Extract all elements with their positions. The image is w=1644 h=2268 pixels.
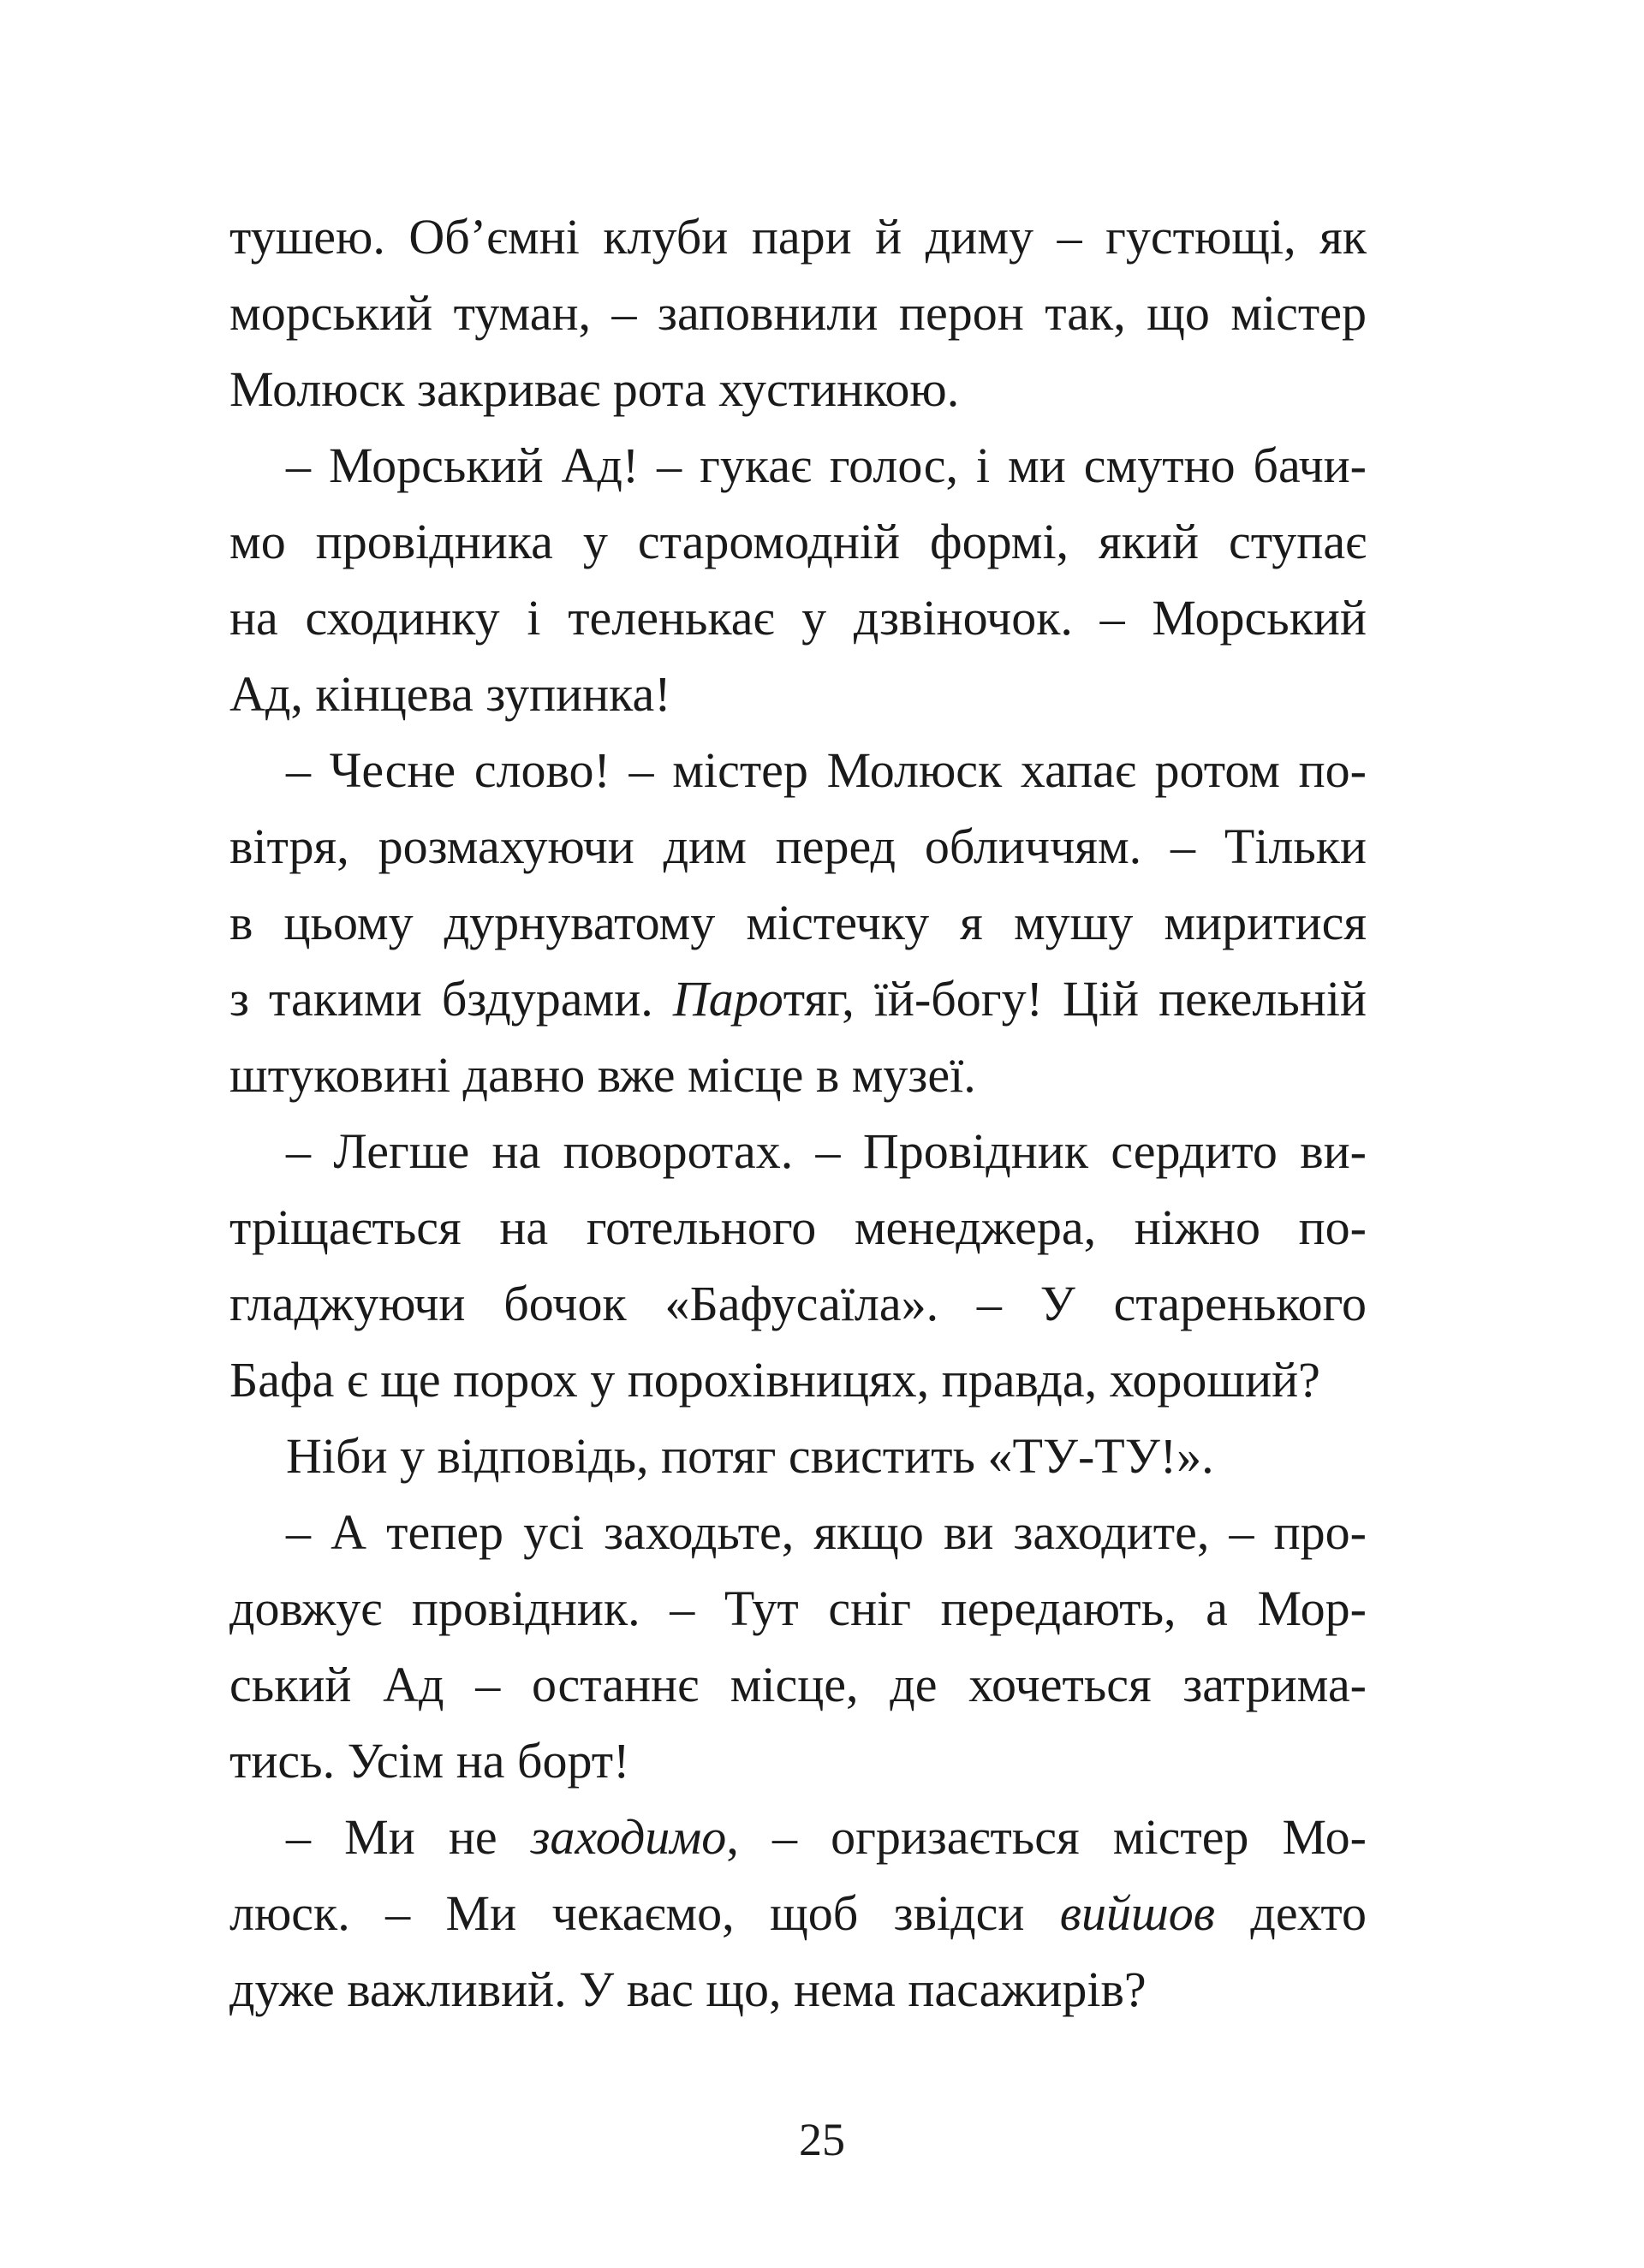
text-line [229, 275, 1367, 351]
text-line [229, 199, 1367, 275]
text-segment: довжує провідник. – Тут сніг передають, а Мор- [229, 1580, 1367, 1636]
text-segment: люск. – Ми чекаємо, щоб звідси [229, 1885, 1060, 1941]
text-line [229, 1418, 1367, 1494]
text-line [229, 1189, 1367, 1265]
text-line [229, 732, 1367, 808]
text-line [229, 503, 1367, 580]
text-segment: гладжуючи бочок «Бафусаїла». – У старенького [229, 1276, 1367, 1331]
text-segment: Бафа є ще порох у порохівницях, правда, хороший? [229, 1352, 1320, 1408]
text-segment: – Чесне слово! – містер Молюск хапає ротом по- [286, 742, 1367, 798]
text-segment: на сходинку і теленькає у дзвіночок. – Морський [229, 590, 1367, 646]
text-line [229, 427, 1367, 503]
text-line [229, 1799, 1367, 1875]
text-segment: тріщається на готельного менеджера, ніжно по- [229, 1199, 1367, 1255]
text-line [229, 1265, 1367, 1342]
text-segment: , – огризається містер Мо- [726, 1809, 1367, 1865]
text-segment: тушею. Об’ємні клуби пари й диму – густющі, як [229, 209, 1367, 265]
text-line [229, 961, 1367, 1037]
text-line [229, 1342, 1367, 1418]
text-segment: в цьому дурнуватому містечку я мушу миритися [229, 895, 1367, 950]
italic-text: Паро [672, 971, 783, 1027]
text-segment: – Ми не [286, 1809, 531, 1865]
text-line [229, 1494, 1367, 1570]
text-segment: штуковині давно вже місце в музеї. [229, 1047, 976, 1103]
body-text [229, 199, 1367, 2027]
text-line [229, 1875, 1367, 1951]
text-segment: ський Ад – останнє місце, де хочеться затрима- [229, 1657, 1367, 1712]
text-segment: дуже важливий. У вас що, нема пасажирів? [229, 1961, 1147, 2017]
text-line [229, 1570, 1367, 1646]
text-segment: Молюск закриває рота хустинкою. [229, 361, 960, 417]
text-segment: мо провідника у старомодній формі, який ступає [229, 514, 1367, 569]
text-line [229, 808, 1367, 884]
text-segment: з такими бздурами. [229, 971, 673, 1027]
text-segment: вітря, розмахуючи дим перед обличчям. – Тільки [229, 819, 1367, 874]
text-segment: – Легше на поворотах. – Провідник сердито ви- [286, 1123, 1367, 1179]
text-segment: тяг, їй-богу! Цій пекельній [783, 971, 1367, 1027]
text-segment: тись. Усім на борт! [229, 1733, 630, 1789]
text-line [229, 580, 1367, 656]
text-line [229, 1723, 1367, 1799]
page-number: 25 [799, 2114, 845, 2165]
italic-text: заходимо [530, 1809, 727, 1865]
text-segment: – А тепер усі заходьте, якщо ви заходите, – про- [286, 1504, 1367, 1560]
text-line [229, 656, 1367, 732]
text-line [229, 351, 1367, 427]
text-segment: Ніби у відповідь, потяг свистить «ТУ-ТУ!». [286, 1428, 1214, 1484]
text-segment: морський туман, – заповнили перон так, що містер [229, 285, 1367, 341]
text-line [229, 1037, 1367, 1113]
text-segment: Ад, кінцева зупинка! [229, 666, 671, 722]
text-line [229, 1646, 1367, 1723]
text-line [229, 1113, 1367, 1189]
text-segment: дехто [1214, 1885, 1367, 1941]
text-line [229, 1951, 1367, 2027]
italic-text: вийшов [1059, 1885, 1215, 1941]
text-segment: – Морський Ад! – гукає голос, і ми смутно бачи- [286, 438, 1367, 493]
text-line [229, 884, 1367, 961]
